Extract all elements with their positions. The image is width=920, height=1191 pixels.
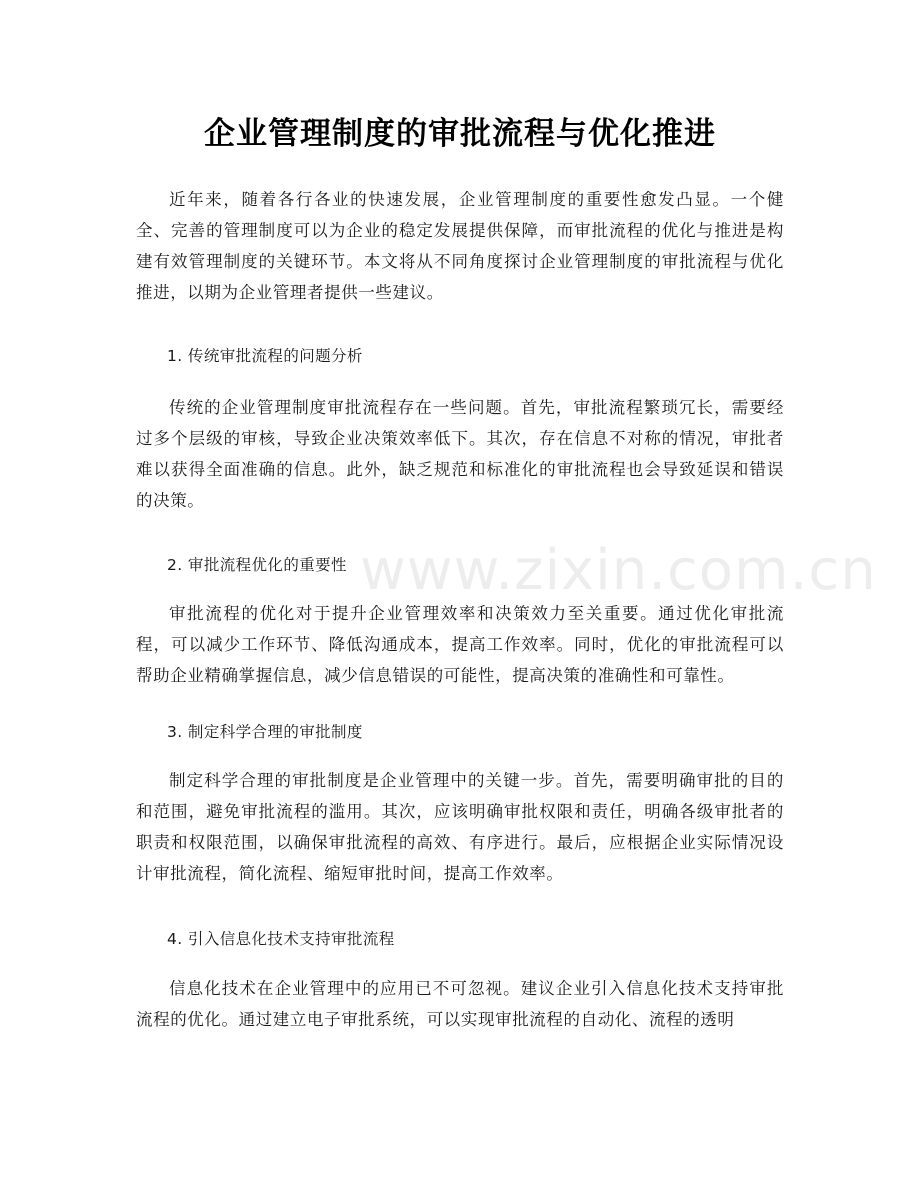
document-title: 企业管理制度的审批流程与优化推进: [204, 116, 716, 152]
section-3-block: [136, 765, 784, 889]
intro-block: [136, 184, 784, 308]
section-4-heading: 4. 引入信息化技术支持审批流程: [167, 930, 395, 948]
section-3-paragraph: 制定科学合理的审批制度是企业管理中的关键一步。首先，需要明确审批的目的和范围，避免审批流程的滥用。其次，应该明确审批权限和责任，明确各级审批者的职责和权限范围，以确保审批流程的高效、有序进行。最后，应根据企业实际情况设计审批流程，简化流程、缩短审批时间，提高工作效率。: [136, 771, 784, 883]
section-1-block: [136, 392, 784, 516]
section-4-paragraph: 信息化技术在企业管理中的应用已不可忽视。建议企业引入信息化技术支持审批流程的优化。通过建立电子审批系统，可以实现审批流程的自动化、流程的透明: [136, 979, 784, 1029]
intro-paragraph: 近年来，随着各行各业的快速发展，企业管理制度的重要性愈发凸显。一个健全、完善的管理制度可以为企业的稳定发展提供保障，而审批流程的优化与推进是构建有效管理制度的关键环节。本文将从不同角度探讨企业管理制度的审批流程与优化推进，以期为企业管理者提供一些建议。: [136, 190, 784, 302]
section-1-heading: 1. 传统审批流程的问题分析: [167, 347, 363, 365]
section-2-paragraph: 审批流程的优化对于提升企业管理效率和决策效力至关重要。通过优化审批流程，可以减少工作环节、降低沟通成本，提高工作效率。同时，优化的审批流程可以帮助企业精确掌握信息，减少信息错误的可能性，提高决策的准确性和可靠性。: [136, 604, 784, 685]
section-4-block: [136, 973, 784, 1035]
section-1-paragraph: 传统的企业管理制度审批流程存在一些问题。首先，审批流程繁琐冗长，需要经过多个层级的审核，导致企业决策效率低下。其次，存在信息不对称的情况，审批者难以获得全面准确的信息。此外，缺乏规范和标准化的审批流程也会导致延误和错误的决策。: [136, 398, 784, 510]
watermark: www.zixin.com.cn: [360, 538, 877, 603]
section-2-block: [136, 598, 784, 691]
section-2-heading: 2. 审批流程优化的重要性: [167, 556, 347, 574]
section-3-heading: 3. 制定科学合理的审批制度: [167, 723, 363, 741]
